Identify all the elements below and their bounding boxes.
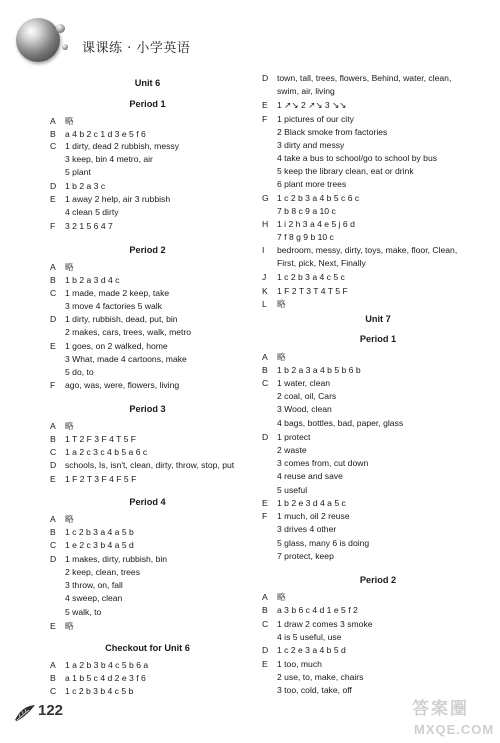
answer-row: A 1 a 2 b 3 b 4 c 5 b 6 a <box>50 660 149 670</box>
period-title: Period 4 <box>129 497 166 507</box>
answer-row: L 略 <box>262 299 286 309</box>
answer-row: E 1 b 2 e 3 d 4 a 5 c <box>262 498 346 508</box>
answer-row: B 1 c 2 b 3 a 4 a 5 b <box>50 527 134 537</box>
answer-row: F 3 2 1 5 6 4 7 <box>50 221 113 231</box>
answer-row: 3 too, cold, take, off <box>277 685 352 695</box>
answer-row: 5 do, to <box>65 367 94 377</box>
series-title: 课课练 · 小学英语 <box>82 41 191 56</box>
answer-row: E 1 away 2 help, air 3 rubbish <box>50 194 171 204</box>
answer-row: 7 f 8 g 9 b 10 c <box>277 232 334 242</box>
answer-row: 5 walk, to <box>65 607 102 617</box>
period-title: Period 1 <box>359 334 397 344</box>
answer-row: 5 useful <box>277 485 308 495</box>
answer-row: E 1 goes, on 2 walked, home <box>50 341 168 351</box>
answer-row: D 1 protect <box>262 432 311 442</box>
answer-row: B 1 b 2 a 3 d 4 c <box>50 275 120 285</box>
answer-row: A 略 <box>50 262 74 272</box>
page-header <box>0 0 500 70</box>
answer-row: 3 throw, on, fall <box>65 580 123 590</box>
unit-title: Unit 6 <box>134 78 161 88</box>
answer-row: E 1 ↗↘ 2 ↗↘ 3 ↘↘ <box>262 100 347 110</box>
answer-row: 3 comes from, cut down <box>277 458 369 468</box>
answer-row: D schools, Is, isn't, clean, dirty, throw, stop, put <box>50 460 235 470</box>
bubble-icon <box>56 24 65 33</box>
answer-row: 2 Black smoke from factories <box>277 127 388 137</box>
answer-row: 4 reuse and save <box>277 471 343 481</box>
answer-row: F 1 pictures of our city <box>262 114 354 124</box>
answer-row: 2 makes, cars, trees, walk, metro <box>65 327 192 337</box>
answer-row: 3 What, made 4 cartoons, make <box>65 354 187 364</box>
answer-row: C 1 a 2 c 3 c 4 b 5 a 6 c <box>50 447 148 457</box>
leaf-icon <box>14 704 36 722</box>
answer-row: B a 4 b 2 c 1 d 3 e 5 f 6 <box>50 129 146 139</box>
answer-row: B 1 b 2 a 3 a 4 b 5 b 6 b <box>262 365 361 375</box>
answer-row: D town, tall, trees, flowers, Behind, water, clean, <box>262 73 452 83</box>
answer-row: C 1 made, made 2 keep, take <box>50 288 170 298</box>
answer-row: E 1 too, much <box>262 659 322 669</box>
answer-row: G 1 c 2 b 3 a 4 b 5 c 6 c <box>262 193 360 203</box>
answer-row: E 略 <box>50 621 74 631</box>
answer-row: A 略 <box>50 421 74 431</box>
answer-row: F ago, was, were, flowers, living <box>50 380 180 390</box>
answer-row: C 1 c 2 b 3 b 4 c 5 b <box>50 686 134 696</box>
sphere-logo-icon <box>16 18 60 62</box>
answer-row: K 1 F 2 T 3 T 4 T 5 F <box>262 286 348 296</box>
answer-row: D 1 dirty, rubbish, dead, put, bin <box>50 314 178 324</box>
answer-row: 5 glass, many 6 is doing <box>277 538 370 548</box>
answer-row: A 略 <box>50 116 74 126</box>
answer-row: 3 drives 4 other <box>277 524 337 534</box>
answer-row: 5 plant <box>65 167 91 177</box>
page-number: 122 <box>38 702 64 719</box>
answer-row: 7 protect, keep <box>277 551 334 561</box>
answer-row: 2 keep, clean, trees <box>65 567 141 577</box>
answer-row: D 1 c 2 e 3 a 4 b 5 d <box>262 645 346 655</box>
watermark-bottom-text: MXQE.COM <box>414 722 495 737</box>
answer-row: 3 Wood, clean <box>277 404 332 414</box>
watermark-top-text: 答案圈 <box>412 699 469 719</box>
answer-row: F 1 much, oil 2 reuse <box>262 511 350 521</box>
answer-row: H 1 i 2 h 3 a 4 e 5 j 6 d <box>262 219 355 229</box>
answer-row: 3 dirty and messy <box>277 140 345 150</box>
answer-row: E 1 F 2 T 3 F 4 F 5 F <box>50 474 137 484</box>
bubble-icon <box>62 44 68 50</box>
answer-row: D 1 makes, dirty, rubbish, bin <box>50 554 168 564</box>
answer-row: 2 use, to, make, chairs <box>277 672 364 682</box>
answer-row: A 略 <box>262 352 286 362</box>
answer-row: 4 clean 5 dirty <box>65 207 119 217</box>
period-title: Period 1 <box>129 99 166 109</box>
checkout-title: Checkout for Unit 6 <box>105 643 190 653</box>
answer-row: I bedroom, messy, dirty, toys, make, floor, Clean, <box>262 245 458 255</box>
answer-row: 3 move 4 factories 5 walk <box>65 301 162 311</box>
answer-row: 6 plant more trees <box>277 179 347 189</box>
answer-row: D 1 b 2 a 3 c <box>50 181 106 191</box>
answer-row: 5 keep the library clean, eat or drink <box>277 166 414 176</box>
answer-row: 2 waste <box>277 445 307 455</box>
answer-row: 4 sweep, clean <box>65 593 123 603</box>
unit-title: Unit 7 <box>365 314 391 324</box>
answer-row: 3 keep, bin 4 metro, air <box>65 154 153 164</box>
answer-row: C 1 water, clean <box>262 378 331 388</box>
answer-row: C 1 draw 2 comes 3 smoke <box>262 619 373 629</box>
answer-row: First, pick, Next, Finally <box>277 258 366 268</box>
answer-row: C 1 e 2 c 3 b 4 a 5 d <box>50 540 134 550</box>
period-title: Period 2 <box>359 575 397 585</box>
answer-row: 4 is 5 useful, use <box>277 632 342 642</box>
answer-row: B 1 T 2 F 3 F 4 T 5 F <box>50 434 137 444</box>
answer-row: A 略 <box>50 514 74 524</box>
answer-row: swim, air, living <box>277 86 335 96</box>
answer-row: 2 coal, oil, Cars <box>277 391 337 401</box>
answer-row: C 1 dirty, dead 2 rubbish, messy <box>50 141 180 151</box>
answer-row: B a 1 b 5 c 4 d 2 e 3 f 6 <box>50 673 146 683</box>
answer-row: B a 3 b 6 c 4 d 1 e 5 f 2 <box>262 605 358 615</box>
period-title: Period 3 <box>129 404 166 414</box>
answer-row: 4 take a bus to school/go to school by bus <box>277 153 438 163</box>
period-title: Period 2 <box>129 245 166 255</box>
answer-row: A 略 <box>262 592 286 602</box>
answer-row: 4 bags, bottles, bad, paper, glass <box>277 418 404 428</box>
answer-row: J 1 c 2 b 3 a 4 c 5 c <box>262 272 345 282</box>
watermark <box>412 694 494 740</box>
answer-row: 7 b 8 c 9 a 10 c <box>277 206 336 216</box>
